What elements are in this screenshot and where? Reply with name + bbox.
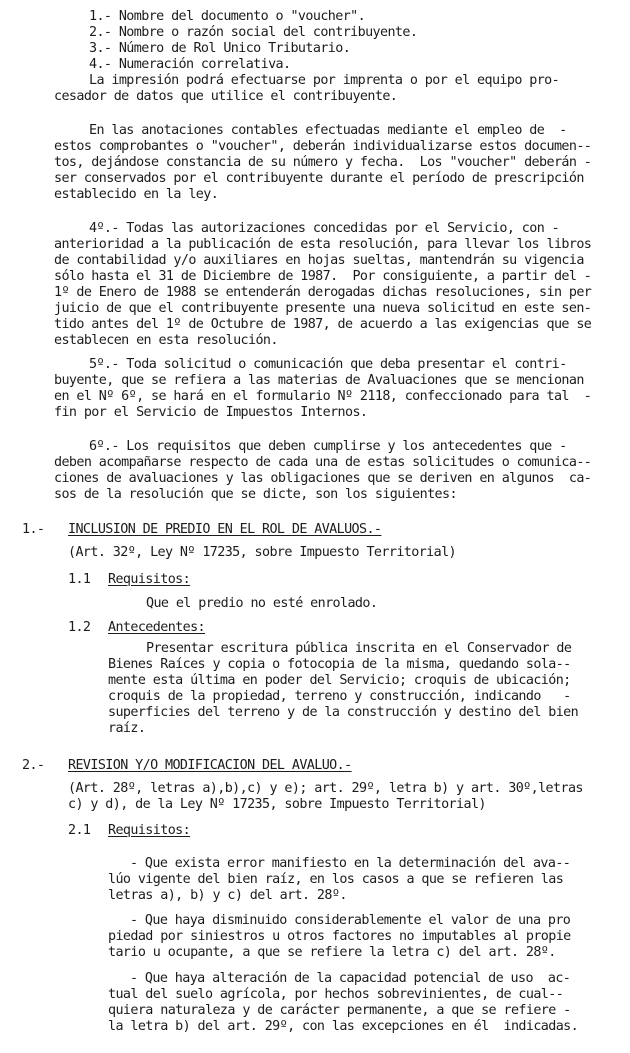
text-line: tual del suelo agrícola, por hechos sobrevinientes, de cual-- [108,987,564,1002]
text-line: lúo vigente del bien raíz, en los casos a que se refieren las [108,872,564,887]
text-line: letras a), b) y c) del art. 28º. [108,888,347,903]
text-line: Presentar escritura pública inscrita en el Conservador de [146,641,572,656]
text-line: fin por el Servicio de Impuestos Internos. [54,405,368,420]
text-line: establecido en la ley. [54,187,219,202]
text-line: Que el predio no esté enrolado. [146,596,378,611]
text-line: raíz. [108,721,146,736]
text-line: 6º.- Los requisitos que deben cumplirse y los antecedentes que - [89,439,567,454]
subsection-heading: Requisitos: [108,823,191,838]
text-line: establecen en esta resolución. [54,333,278,348]
text-line: mente esta última en poder del Servicio; croquis de ubicación; [108,673,571,688]
text-line: ser conservados por el contribuyente durante el período de prescripción [54,171,584,186]
list-item: - Que exista error manifiesto en la determinación del ava-- [130,856,571,871]
text-line: en el Nº 6º, se hará en el formulario Nº 2118, confeccionado para tal - [54,389,592,404]
text-line: piedad por siniestros u otros factores no imputables al propie [108,929,571,944]
section-heading: INCLUSION DE PREDIO EN EL ROL DE AVALUOS.- [68,522,382,537]
text-line: estos comprobantes o "voucher", deberán individualizarse estos documen-- [54,139,592,154]
text-line: 1º de Enero de 1988 se entenderán derogadas dichas resoluciones, sin per [54,285,592,300]
subsection-heading: Requisitos: [108,572,191,587]
section-number: 1.- [22,522,45,537]
text-line: croquis de la propiedad, terreno y construcción, indicando - [108,689,571,704]
legal-reference: (Art. 28º, letras a),b),c) y e); art. 29º, letra b) y art. 30º,letras [68,781,583,796]
text-line: Bienes Raíces y copia o fotocopia de la misma, quedando sola-- [108,657,571,672]
text-line: juicio de que el contribuyente presente una nueva solicitud en este sen- [54,301,592,316]
text-line: 4º.- Todas las autorizaciones concedidas por el Servicio, con - [89,221,560,236]
subsection-number: 1.1 [68,572,91,587]
text-line: 3.- Número de Rol Unico Tributario. [89,41,351,56]
text-line: 1.- Nombre del documento o "voucher". [89,9,366,24]
list-item: - Que haya disminuido considerablemente el valor de una pro [130,913,571,928]
text-line: de contabilidad y/o auxiliares en hojas sueltas, mantendrán su vigencia [54,253,584,268]
text-line: tido antes del 1º de Octubre de 1987, de acuerdo a las exigencias que se [54,317,592,332]
text-line: La impresión podrá efectuarse por imprenta o por el equipo pro- [89,73,560,88]
legal-reference: c) y d), de la Ley Nº 17235, sobre Impuesto Territorial) [68,797,486,812]
text-line: quiera naturaleza y de carácter permanente, a que se refiere - [108,1003,571,1018]
legal-reference: (Art. 32º, Ley Nº 17235, sobre Impuesto Territorial) [68,545,457,560]
subsection-number: 2.1 [68,823,91,838]
text-line: buyente, que se refiera a las materias de Avaluaciones que se mencionan [54,373,584,388]
text-line: tos, dejándose constancia de su número y fecha. Los "voucher" deberán - [54,155,592,170]
text-line: sos de la resolución que se dicte, son los siguientes: [54,487,457,502]
text-line: superficies del terreno y de la construcción y destino del bien [108,705,579,720]
list-item: - Que haya alteración de la capacidad potencial de uso ac- [130,971,571,986]
text-line: deben acompañarse respecto de cada una de estas solicitudes o comunica-- [54,455,592,470]
subsection-number: 1.2 [68,620,91,635]
text-line: En las anotaciones contables efectuadas mediante el empleo de - [89,123,567,138]
text-line: 2.- Nombre o razón social del contribuyente. [89,25,418,40]
text-line: sólo hasta el 31 de Diciembre de 1987. Por consiguiente, a partir del - [54,269,592,284]
text-line: tario u ocupante, a que se refiere la letra c) del art. 28º. [108,945,556,960]
text-line: la letra b) del art. 29º, con las excepciones en él indicadas. [108,1019,579,1034]
text-line: anterioridad a la publicación de esta resolución, para llevar los libros [54,237,592,252]
text-line: cesador de datos que utilice el contribuyente. [54,89,398,104]
section-number: 2.- [22,758,45,773]
subsection-heading: Antecedentes: [108,620,206,635]
text-line: 4.- Numeración correlativa. [89,57,291,72]
text-line: ciones de avaluaciones y las obligaciones que se deriven en algunos ca- [54,471,592,486]
section-heading: REVISION Y/O MODIFICACION DEL AVALUO.- [68,758,352,773]
text-line: 5º.- Toda solicitud o comunicación que deba presentar el contri- [89,357,567,372]
